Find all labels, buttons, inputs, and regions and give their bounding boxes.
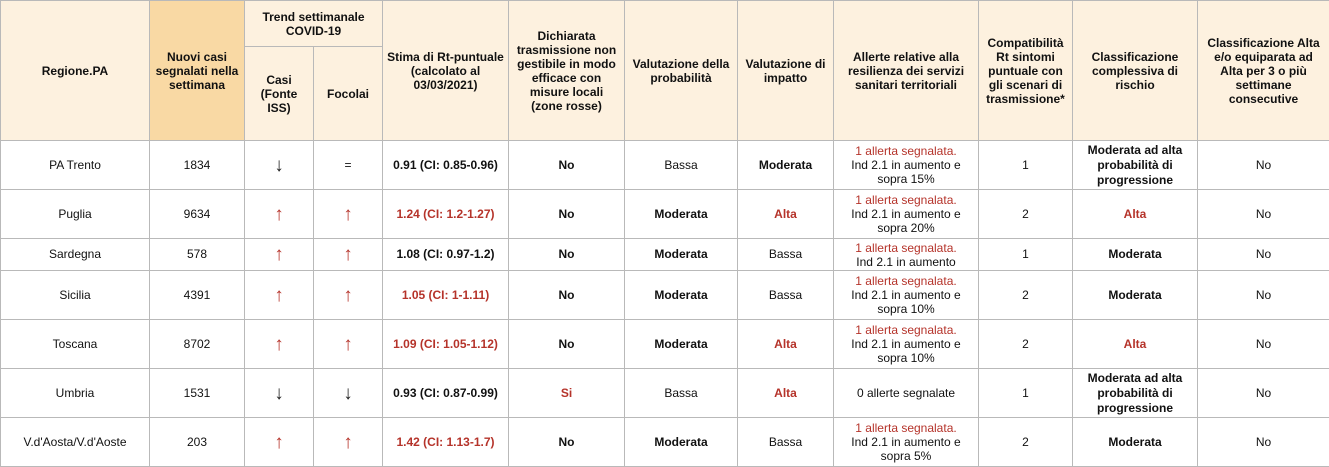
cell-high-classification: No xyxy=(1198,239,1329,271)
cell-high-classification: No xyxy=(1198,320,1329,369)
cell-transmission: No xyxy=(509,418,625,467)
cell-rt: 0.91 (CI: 0.85-0.96) xyxy=(383,141,509,190)
cell-impact: Bassa xyxy=(738,271,834,320)
header-probability: Valutazione della probabilità xyxy=(625,1,738,141)
header-new-cases: Nuovi casi segnalati nella settimana xyxy=(150,1,245,141)
cell-new-cases: 9634 xyxy=(150,190,245,239)
cell-trend-outbreaks: = xyxy=(314,141,383,190)
table-row xyxy=(1,369,1329,418)
header-transmission: Dichiarata trasmissione non gestibile in modo efficace con misure locali (zone rosse) xyxy=(509,1,625,141)
table-row xyxy=(1,418,1329,467)
header-region: Regione.PA xyxy=(1,1,150,141)
cell-transmission: Si xyxy=(509,369,625,418)
cell-alerts xyxy=(834,418,979,467)
alert-text: Ind 2.1 in aumento xyxy=(856,255,955,269)
cell-new-cases: 1531 xyxy=(150,369,245,418)
cell-high-classification: No xyxy=(1198,190,1329,239)
cell-transmission: No xyxy=(509,141,625,190)
cell-trend-cases: ↑ xyxy=(245,418,314,467)
cell-compatibility: 2 xyxy=(979,418,1073,467)
cell-region: PA Trento xyxy=(1,141,150,190)
cell-region: Toscana xyxy=(1,320,150,369)
cell-trend-cases: ↑ xyxy=(245,190,314,239)
cell-new-cases: 203 xyxy=(150,418,245,467)
cell-impact: Alta xyxy=(738,320,834,369)
header-trend-cases: Casi (Fonte ISS) xyxy=(245,47,314,141)
cell-impact: Moderata xyxy=(738,141,834,190)
cell-new-cases: 578 xyxy=(150,239,245,271)
cell-compatibility: 1 xyxy=(979,141,1073,190)
cell-trend-outbreaks: ↑ xyxy=(314,418,383,467)
table-row xyxy=(1,271,1329,320)
cell-overall-risk: Moderata ad alta probabilità di progressione xyxy=(1073,141,1198,190)
cell-overall-risk: Moderata xyxy=(1073,418,1198,467)
cell-trend-outbreaks: ↑ xyxy=(314,271,383,320)
cell-compatibility: 2 xyxy=(979,271,1073,320)
cell-alerts xyxy=(834,271,979,320)
cell-probability: Bassa xyxy=(625,141,738,190)
table-row xyxy=(1,239,1329,271)
header-high-classification: Classificazione Alta e/o equiparata ad Alta per 3 o più settimane consecutive xyxy=(1198,1,1329,141)
cell-alerts xyxy=(834,141,979,190)
cell-overall-risk: Alta xyxy=(1073,320,1198,369)
cell-rt: 0.93 (CI: 0.87-0.99) xyxy=(383,369,509,418)
header-overall-risk: Classificazione complessiva di rischio xyxy=(1073,1,1198,141)
cell-region: Puglia xyxy=(1,190,150,239)
alert-text: Ind 2.1 in aumento e sopra 15% xyxy=(851,158,960,186)
cell-high-classification: No xyxy=(1198,141,1329,190)
cell-high-classification: No xyxy=(1198,369,1329,418)
cell-region: Sicilia xyxy=(1,271,150,320)
cell-high-classification: No xyxy=(1198,271,1329,320)
cell-region: Sardegna xyxy=(1,239,150,271)
cell-rt: 1.24 (CI: 1.2-1.27) xyxy=(383,190,509,239)
cell-overall-risk: Moderata ad alta probabilità di progressione xyxy=(1073,369,1198,418)
header-alerts: Allerte relative alla resilienza dei servizi sanitari territoriali xyxy=(834,1,979,141)
cell-alerts xyxy=(834,369,979,418)
cell-compatibility: 1 xyxy=(979,239,1073,271)
alert-text: Ind 2.1 in aumento e sopra 20% xyxy=(851,207,960,235)
cell-rt: 1.42 (CI: 1.13-1.7) xyxy=(383,418,509,467)
alert-count: 1 allerta segnalata. xyxy=(836,241,976,255)
cell-probability: Moderata xyxy=(625,320,738,369)
header-compatibility: Compatibilità Rt sintomi puntuale con gli scenari di trasmissione* xyxy=(979,1,1073,141)
table-body xyxy=(1,141,1329,467)
cell-trend-outbreaks: ↑ xyxy=(314,320,383,369)
table-row xyxy=(1,320,1329,369)
header-trend-outbreaks: Focolai xyxy=(314,47,383,141)
alert-count: 1 allerta segnalata. xyxy=(836,144,976,158)
table-row xyxy=(1,190,1329,239)
cell-region: V.d'Aosta/V.d'Aoste xyxy=(1,418,150,467)
alert-text: Ind 2.1 in aumento e sopra 5% xyxy=(851,435,960,463)
cell-overall-risk: Moderata xyxy=(1073,239,1198,271)
alert-count: 1 allerta segnalata. xyxy=(836,274,976,288)
cell-trend-cases: ↓ xyxy=(245,141,314,190)
cell-trend-cases: ↓ xyxy=(245,369,314,418)
cell-impact: Bassa xyxy=(738,418,834,467)
header-rt: Stima di Rt-puntuale (calcolato al 03/03/2021) xyxy=(383,1,509,141)
alert-text: Ind 2.1 in aumento e sopra 10% xyxy=(851,288,960,316)
cell-rt: 1.08 (CI: 0.97-1.2) xyxy=(383,239,509,271)
alert-count: 1 allerta segnalata. xyxy=(836,193,976,207)
cell-overall-risk: Moderata xyxy=(1073,271,1198,320)
cell-overall-risk: Alta xyxy=(1073,190,1198,239)
cell-alerts xyxy=(834,239,979,271)
cell-high-classification: No xyxy=(1198,418,1329,467)
cell-compatibility: 2 xyxy=(979,190,1073,239)
cell-transmission: No xyxy=(509,320,625,369)
cell-compatibility: 1 xyxy=(979,369,1073,418)
cell-impact: Bassa xyxy=(738,239,834,271)
cell-trend-outbreaks: ↑ xyxy=(314,239,383,271)
cell-new-cases: 4391 xyxy=(150,271,245,320)
cell-trend-cases: ↑ xyxy=(245,320,314,369)
cell-rt: 1.05 (CI: 1-1.11) xyxy=(383,271,509,320)
header-impact: Valutazione di impatto xyxy=(738,1,834,141)
cell-transmission: No xyxy=(509,239,625,271)
cell-probability: Moderata xyxy=(625,418,738,467)
cell-alerts xyxy=(834,320,979,369)
cell-rt: 1.09 (CI: 1.05-1.12) xyxy=(383,320,509,369)
cell-probability: Moderata xyxy=(625,190,738,239)
cell-probability: Moderata xyxy=(625,271,738,320)
cell-new-cases: 8702 xyxy=(150,320,245,369)
cell-impact: Alta xyxy=(738,369,834,418)
cell-probability: Bassa xyxy=(625,369,738,418)
table-header xyxy=(1,1,1329,141)
cell-transmission: No xyxy=(509,271,625,320)
cell-alerts xyxy=(834,190,979,239)
alert-text: Ind 2.1 in aumento e sopra 10% xyxy=(851,337,960,365)
header-trend: Trend settimanale COVID-19 xyxy=(245,1,383,47)
cell-trend-outbreaks: ↓ xyxy=(314,369,383,418)
cell-compatibility: 2 xyxy=(979,320,1073,369)
cell-trend-outbreaks: ↑ xyxy=(314,190,383,239)
cell-trend-cases: ↑ xyxy=(245,239,314,271)
alert-count: 1 allerta segnalata. xyxy=(836,323,976,337)
cell-region: Umbria xyxy=(1,369,150,418)
cell-new-cases: 1834 xyxy=(150,141,245,190)
cell-transmission: No xyxy=(509,190,625,239)
cell-probability: Moderata xyxy=(625,239,738,271)
cell-impact: Alta xyxy=(738,190,834,239)
alert-text: 0 allerte segnalate xyxy=(857,386,955,400)
table-row xyxy=(1,141,1329,190)
alert-count: 1 allerta segnalata. xyxy=(836,421,976,435)
cell-trend-cases: ↑ xyxy=(245,271,314,320)
